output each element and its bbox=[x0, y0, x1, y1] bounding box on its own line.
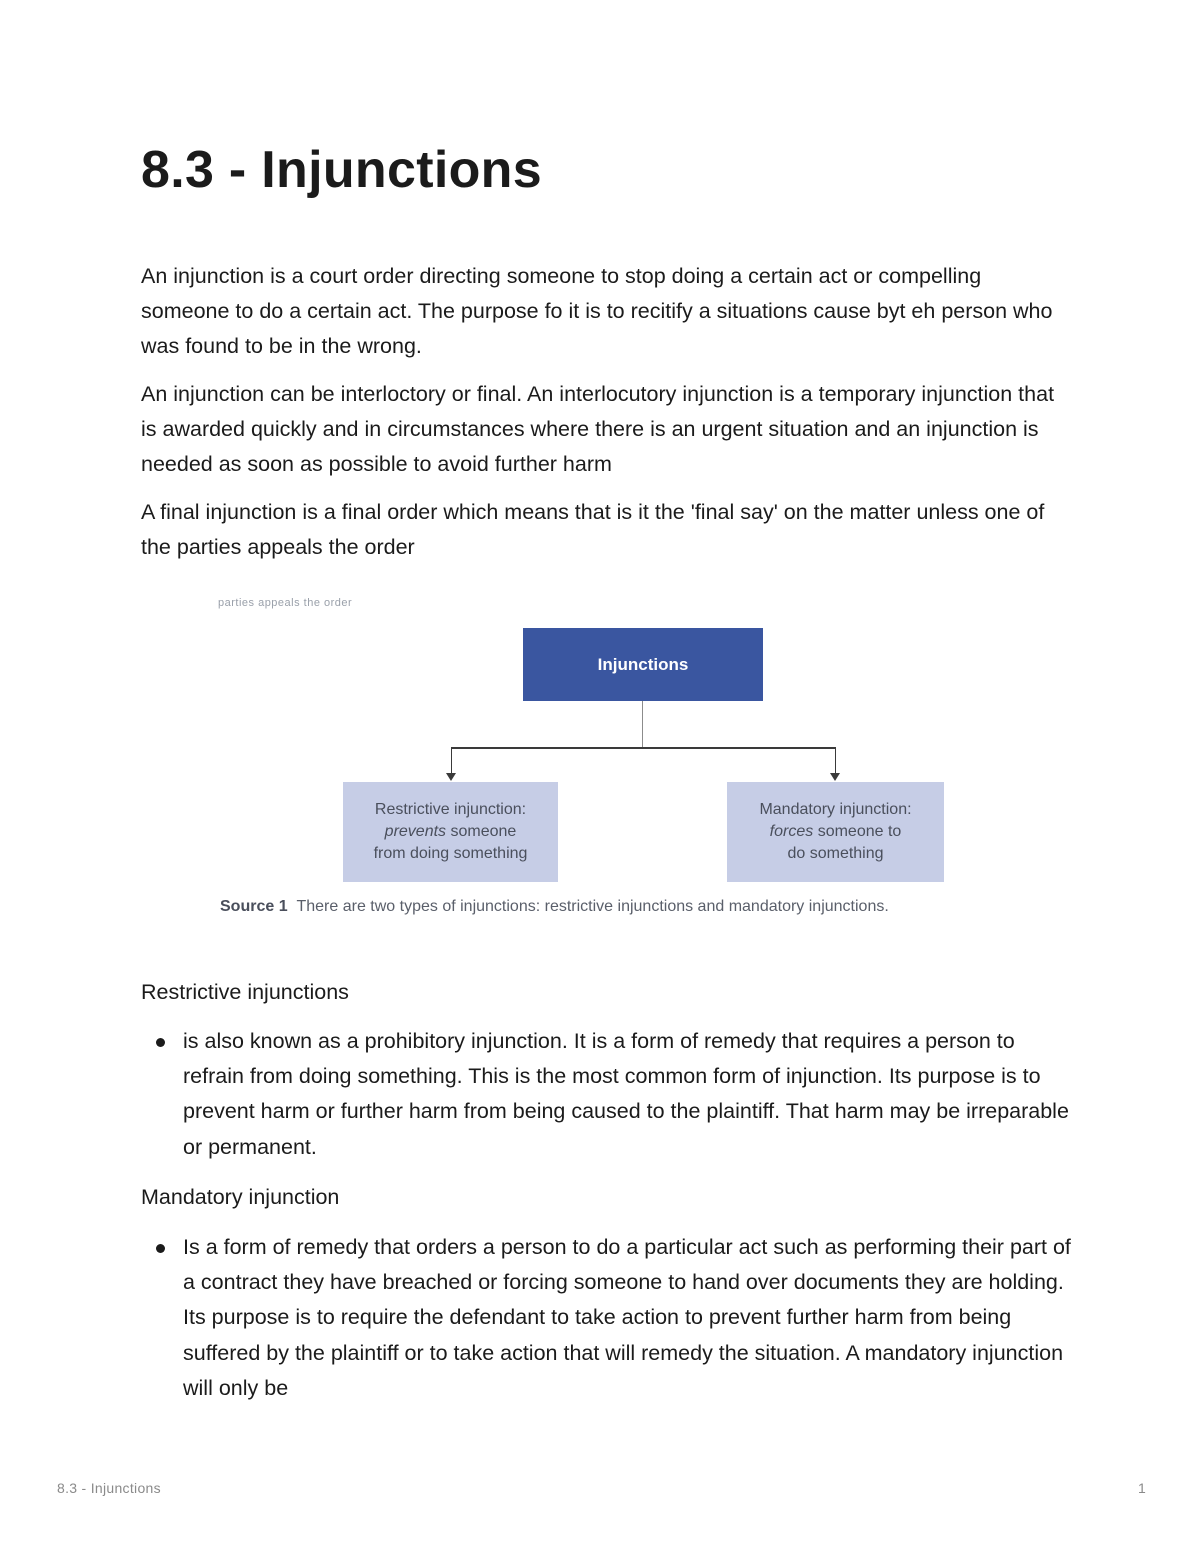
connector-vertical bbox=[642, 701, 643, 748]
paragraph-interlocutory: An injunction can be interloctory or final. An interlocutory injunction is a temporary injunction that is awarded quickly and in circumstances where there is an urgent situation and an injunction is needed as soon as possible to avoid further harm bbox=[141, 382, 1055, 477]
restrictive-line2-rest: someone bbox=[446, 823, 517, 840]
heading-restrictive: Restrictive injunctions bbox=[141, 980, 349, 1004]
diagram-restrictive-box bbox=[343, 782, 558, 882]
figure-cut-text: parties appeals the order bbox=[218, 597, 353, 609]
figure-caption bbox=[220, 898, 889, 916]
restrictive-line3: from doing something bbox=[373, 845, 528, 862]
bullet-icon bbox=[156, 1244, 165, 1253]
list-item-text: Is a form of remedy that orders a person to do a particular act such as performing their part of a contract they have breached or forcing someone to hand over documents they are holding. Its purpose is to require the defendant to take action to prevent further harm from being suffered by the plaintiff or to take action that will remedy the situation. A mandatory injunction will only be bbox=[183, 1235, 1071, 1400]
heading-mandatory: Mandatory injunction bbox=[141, 1185, 340, 1209]
page-number: 1 bbox=[1138, 1480, 1146, 1496]
footer-title: 8.3 - Injunctions bbox=[57, 1480, 161, 1496]
list-item-mandatory bbox=[183, 1230, 1073, 1406]
restrictive-emphasis: prevents bbox=[384, 823, 447, 840]
page-title: 8.3 - Injunctions bbox=[141, 141, 542, 199]
mandatory-emphasis: forces bbox=[769, 823, 814, 840]
caption-label: Source 1 bbox=[220, 898, 288, 915]
connector-horizontal bbox=[451, 747, 836, 749]
mandatory-line2 bbox=[759, 821, 911, 843]
restrictive-line2 bbox=[374, 821, 528, 843]
connector-left-drop bbox=[451, 748, 452, 774]
diagram-top-box bbox=[523, 628, 763, 701]
diagram-mandatory-box bbox=[727, 782, 944, 882]
mandatory-title: Mandatory injunction: bbox=[759, 801, 912, 818]
caption-text: There are two types of injunctions: restrictive injunctions and mandatory injunctions. bbox=[296, 898, 889, 915]
diagram-top-label: Injunctions bbox=[597, 654, 689, 674]
mandatory-line2-rest: someone to bbox=[813, 823, 902, 840]
arrow-down-icon bbox=[446, 773, 456, 781]
paragraph-definition: An injunction is a court order directing someone to stop doing a certain act or compelling someone to do a certain act. The purpose fo it is to recitify a situations cause byt eh person who was found to be in the wrong. bbox=[141, 264, 1053, 359]
mandatory-line3: do something bbox=[787, 845, 884, 862]
list-item-restrictive bbox=[183, 1024, 1073, 1165]
list-item-text: is also known as a prohibitory injunction. It is a form of remedy that requires a person to refrain from doing something. This is the most common form of injunction. Its purpose is to prevent harm or further harm from being caused to the plaintiff. That harm may be irreparable or permanent. bbox=[183, 1029, 1069, 1159]
arrow-down-icon bbox=[830, 773, 840, 781]
paragraph-final: A final injunction is a final order which means that is it the 'final say' on the matter unless one of the parties appeals the order bbox=[141, 500, 1045, 560]
restrictive-title: Restrictive injunction: bbox=[374, 801, 527, 818]
connector-right-drop bbox=[835, 748, 836, 774]
bullet-icon bbox=[156, 1038, 165, 1047]
